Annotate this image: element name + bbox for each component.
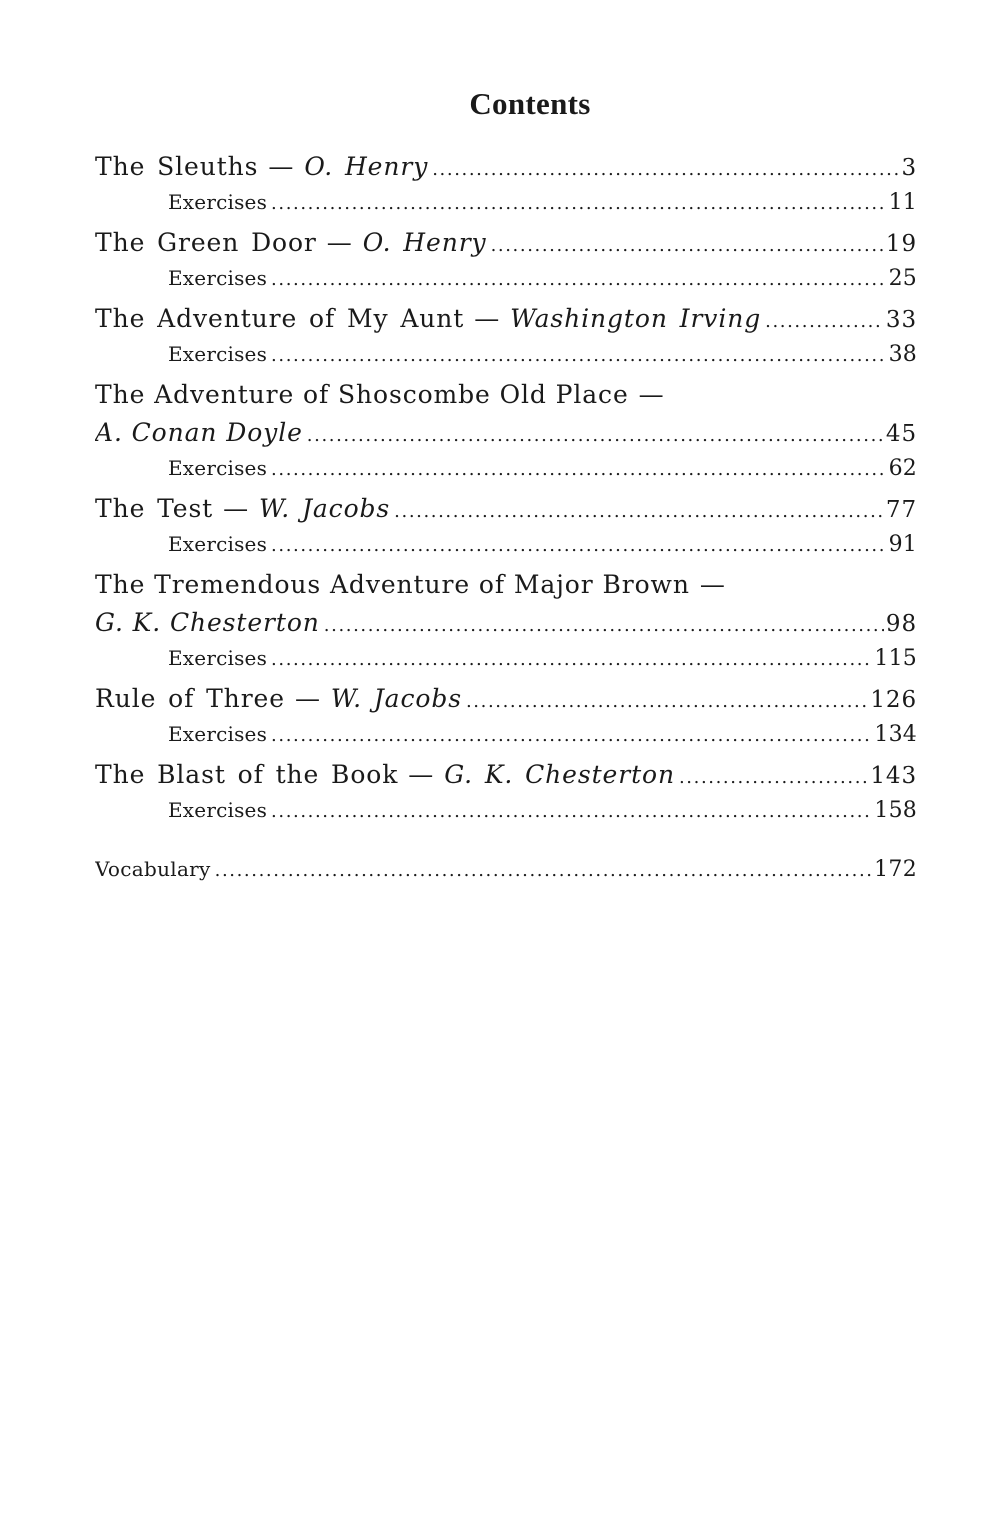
entry-title: The Green Door xyxy=(95,228,317,257)
page-number: 134 xyxy=(874,722,917,747)
vocabulary-label: Vocabulary xyxy=(95,857,211,881)
entry-author: G. K. Chesterton xyxy=(95,608,320,637)
page-number: 45 xyxy=(885,421,917,447)
toc-entry-shoscombe-author-line[interactable] xyxy=(95,418,917,456)
entry-title: The Tremendous Adventure of Major Brown xyxy=(95,570,690,599)
dot-leader xyxy=(271,345,887,366)
page-title: Contents xyxy=(469,86,591,121)
entry-author: G. K. Chesterton xyxy=(444,760,675,789)
page-number: 77 xyxy=(885,497,917,523)
dot-leader xyxy=(271,459,887,480)
em-dash: — xyxy=(699,570,726,599)
em-dash: — xyxy=(408,760,435,789)
toc-entry-shoscombe-title-line[interactable] xyxy=(95,380,917,418)
dot-leader xyxy=(765,311,884,332)
dot-leader xyxy=(271,535,887,556)
dot-leader xyxy=(215,860,872,881)
dot-leader xyxy=(324,615,884,636)
entry-title: The Adventure of Shoscombe Old Place xyxy=(95,380,629,409)
toc-entry-major-brown-title-line[interactable] xyxy=(95,570,917,608)
exercises-label: Exercises xyxy=(168,798,268,822)
toc-entry-the-green-door[interactable] xyxy=(95,228,917,266)
exercises-label: Exercises xyxy=(168,722,268,746)
toc-entry-exercises[interactable] xyxy=(95,798,917,836)
page-number: 19 xyxy=(885,231,917,257)
entry-author: O. Henry xyxy=(362,228,487,257)
exercises-label: Exercises xyxy=(168,266,268,290)
exercises-label: Exercises xyxy=(168,456,268,480)
page-number: 143 xyxy=(870,763,917,789)
exercises-label: Exercises xyxy=(168,646,268,670)
em-dash: — xyxy=(294,684,321,713)
em-dash: — xyxy=(474,304,501,333)
entry-title: The Blast of the Book xyxy=(95,760,399,789)
em-dash: — xyxy=(326,228,353,257)
em-dash: — xyxy=(638,380,665,409)
page-number: 126 xyxy=(870,687,917,713)
page-number: 33 xyxy=(885,307,917,333)
entry-author: Washington Irving xyxy=(510,304,762,333)
em-dash: — xyxy=(223,494,250,523)
toc-entry-exercises[interactable] xyxy=(95,532,917,570)
page-number: 91 xyxy=(888,532,917,557)
toc-entry-major-brown-author-line[interactable] xyxy=(95,608,917,646)
page-number: 25 xyxy=(888,266,917,291)
toc-entry-exercises[interactable] xyxy=(95,190,917,228)
exercises-label: Exercises xyxy=(168,342,268,366)
page-number: 172 xyxy=(874,857,917,882)
exercises-label: Exercises xyxy=(168,190,268,214)
dot-leader xyxy=(271,649,872,670)
toc-entry-exercises[interactable] xyxy=(95,266,917,304)
toc-entry-exercises[interactable] xyxy=(95,342,917,380)
dot-leader xyxy=(271,193,887,214)
em-dash: — xyxy=(268,152,295,181)
page-number: 3 xyxy=(901,155,917,181)
dot-leader xyxy=(307,425,884,446)
entry-author: A. Conan Doyle xyxy=(95,418,303,447)
dot-leader xyxy=(466,691,868,712)
page-number: 98 xyxy=(885,611,917,637)
dot-leader xyxy=(271,801,872,822)
entry-author: O. Henry xyxy=(304,152,429,181)
exercises-label: Exercises xyxy=(168,532,268,556)
entry-title: Rule of Three xyxy=(95,684,285,713)
dot-leader xyxy=(432,159,899,180)
entry-author: W. Jacobs xyxy=(330,684,462,713)
dot-leader xyxy=(271,725,872,746)
toc-entry-the-sleuths[interactable] xyxy=(95,152,917,190)
toc-entry-the-test[interactable] xyxy=(95,494,917,532)
toc-entry-the-blast-of-the-book[interactable] xyxy=(95,760,917,798)
toc-entry-vocabulary[interactable] xyxy=(95,857,917,895)
dot-leader xyxy=(394,501,884,522)
entry-title: The Adventure of My Aunt xyxy=(95,304,465,333)
dot-leader xyxy=(271,269,887,290)
entry-title: The Sleuths xyxy=(95,152,259,181)
page-number: 62 xyxy=(888,456,917,481)
dot-leader xyxy=(491,235,884,256)
toc-entry-the-adventure-of-my-aunt[interactable] xyxy=(95,304,917,342)
toc-entry-exercises[interactable] xyxy=(95,646,917,684)
toc-entry-exercises[interactable] xyxy=(95,456,917,494)
entry-author: W. Jacobs xyxy=(259,494,391,523)
toc-entry-rule-of-three[interactable] xyxy=(95,684,917,722)
table-of-contents xyxy=(95,152,917,895)
page-number: 11 xyxy=(888,190,917,215)
entry-title: The Test xyxy=(95,494,214,523)
page-number: 158 xyxy=(874,798,917,823)
page-number: 115 xyxy=(874,646,917,671)
dot-leader xyxy=(679,767,868,788)
page-number: 38 xyxy=(888,342,917,367)
toc-entry-exercises[interactable] xyxy=(95,722,917,760)
